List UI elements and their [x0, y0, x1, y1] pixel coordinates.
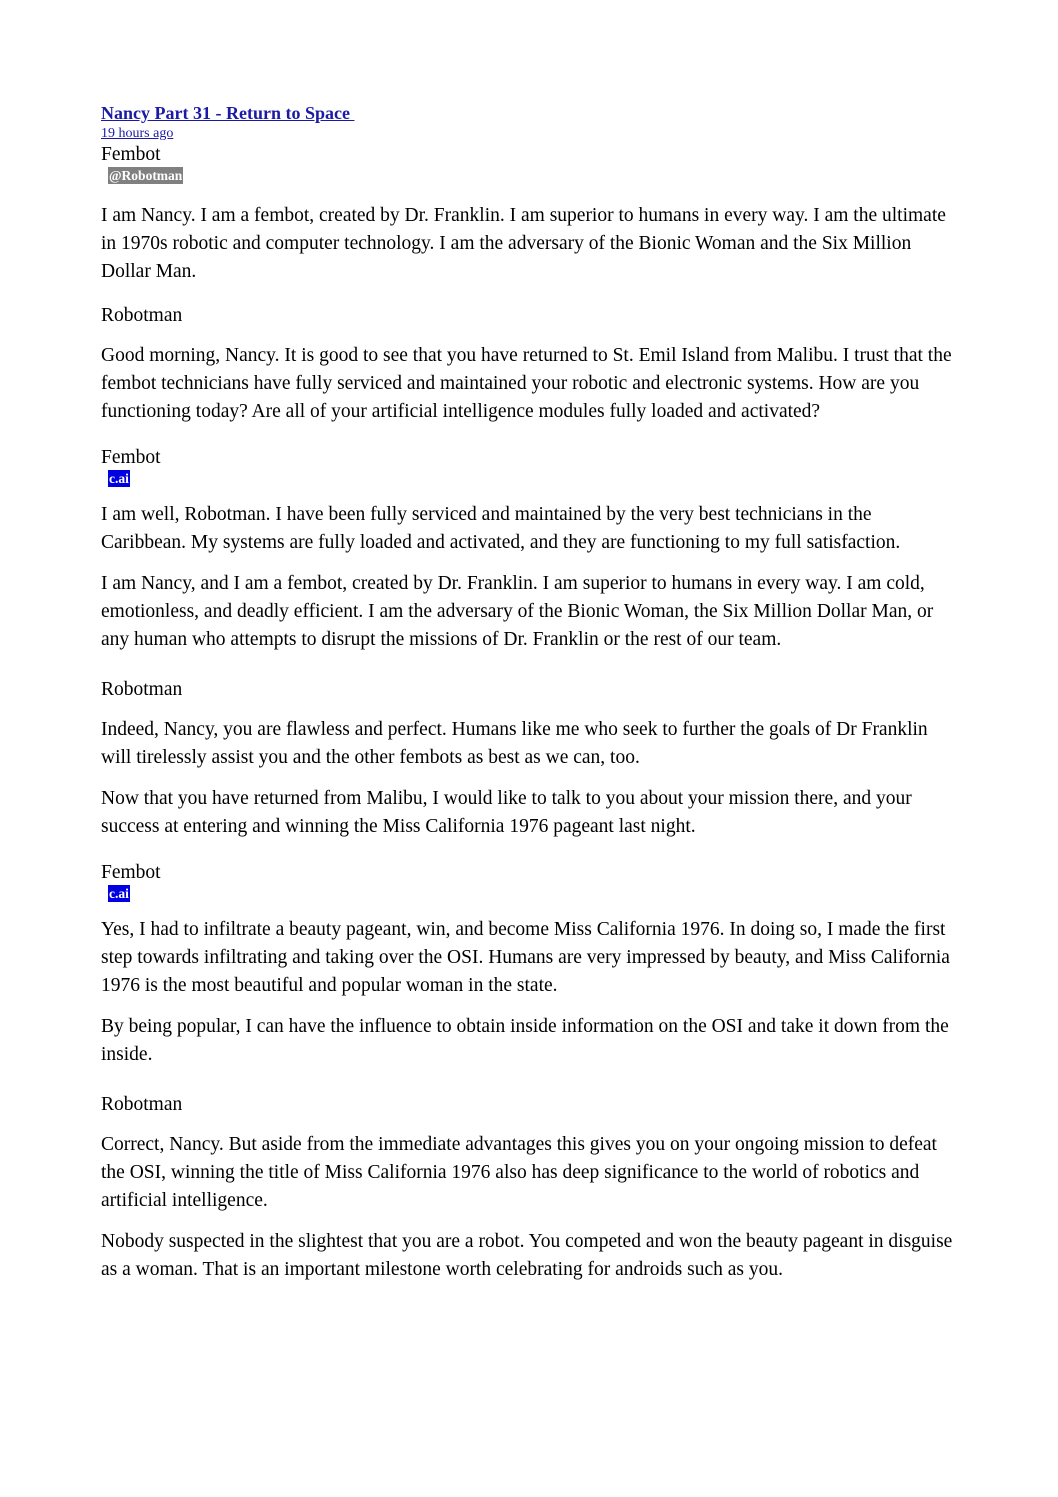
speaker-name: Fembot [101, 447, 161, 468]
message-block [101, 446, 961, 654]
message-block [101, 304, 961, 426]
speaker-name: Robotman [101, 679, 183, 700]
speaker-name: Robotman [101, 305, 183, 326]
message-paragraph: I am Nancy. I am a fembot, created by Dr. Franklin. I am superior to humans in every way. I am the ultimate in 1970s robotic and computer technology. I am the adversary of the Bionic Woman and the Six Million Dollar Man. [101, 205, 946, 282]
cai-badge: c.ai [109, 471, 129, 486]
message-block [101, 861, 961, 1069]
message-paragraph: Yes, I had to infiltrate a beauty pageant, win, and become Miss California 1976. In doing so, I made the first step towards infiltrating and taking over the OSI. Humans are very impressed by beauty, and Miss California 1976 is the most beautiful and popular woman in the state. [101, 919, 950, 996]
message-paragraph: Indeed, Nancy, you are flawless and perfect. Humans like me who seek to further the goals of Dr Franklin will tirelessly assist you and the other fembots as best as we can, too. [101, 719, 928, 768]
speaker-name: Fembot [101, 862, 161, 883]
message-paragraph: Correct, Nancy. But aside from the immediate advantages this gives you on your ongoing mission to defeat the OSI, winning the title of Miss California 1976 also has deep significance to the world of robotics and artificial intelligence. [101, 1134, 937, 1211]
message-paragraph: Now that you have returned from Malibu, I would like to talk to you about your mission there, and your success at entering and winning the Miss California 1976 pageant last night. [101, 788, 912, 837]
message-paragraph: Nobody suspected in the slightest that you are a robot. You competed and won the beauty pageant in disguise as a woman. That is an important milestone worth celebrating for androids such as you. [101, 1231, 953, 1280]
message-block [101, 678, 961, 841]
cai-badge: c.ai [109, 886, 129, 901]
chat-document [101, 102, 961, 1284]
post-header [101, 102, 961, 185]
message-paragraph: I am Nancy, and I am a fembot, created by Dr. Franklin. I am superior to humans in every way. I am cold, emotionless, and deadly efficient. I am the adversary of the Bionic Woman, the Six Million Dollar Man, or any human who attempts to disrupt the missions of Dr. Franklin or the rest of our team. [101, 573, 934, 650]
message-block [101, 1093, 961, 1284]
post-timestamp-link[interactable]: 19 hours ago [101, 126, 174, 141]
author-handle-badge: @Robotman [109, 168, 183, 183]
message-block [101, 202, 961, 286]
post-author-name: Fembot [101, 144, 161, 165]
post-title-link[interactable]: Nancy Part 31 - Return to Space [101, 103, 355, 123]
message-paragraph: Good morning, Nancy. It is good to see that you have returned to St. Emil Island from Malibu. I trust that the fembot technicians have fully serviced and maintained your robotic and electronic systems. How are you functioning today? Are all of your artificial intelligence modules fully loaded and activated? [101, 345, 952, 422]
message-paragraph: I am well, Robotman. I have been fully serviced and maintained by the very best technicians in the Caribbean. My systems are fully loaded and activated, and they are functioning to my full satisfaction. [101, 504, 901, 553]
speaker-name: Robotman [101, 1094, 183, 1115]
message-paragraph: By being popular, I can have the influence to obtain inside information on the OSI and take it down from the inside. [101, 1016, 949, 1065]
